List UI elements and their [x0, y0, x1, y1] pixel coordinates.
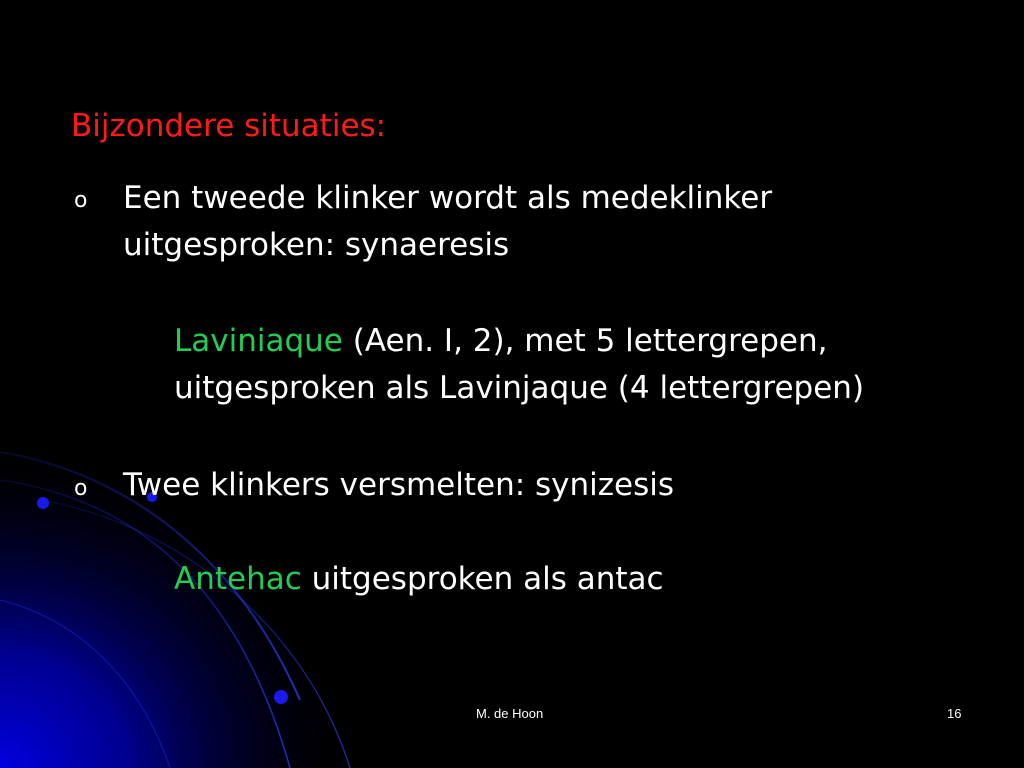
example-line: uitgesproken als Lavinjaque (4 lettergrepen) — [174, 370, 865, 406]
footer-author: M. de Hoon — [476, 706, 544, 721]
bullet-marker: o — [74, 188, 88, 213]
example-line — [174, 318, 828, 365]
example-term: Antehac — [174, 561, 302, 597]
example-rest: uitgesproken als antac — [301, 561, 664, 597]
page-number: 16 — [947, 706, 962, 721]
example-term: Laviniaque — [174, 323, 343, 359]
decoration-dot — [274, 690, 288, 704]
example-line — [174, 556, 664, 603]
slide-title: Bijzondere situaties: — [71, 108, 387, 144]
bullet-marker: o — [74, 476, 88, 501]
example-rest: (Aen. I, 2), met 5 lettergrepen, — [342, 323, 828, 359]
bullet-line: Een tweede klinker wordt als medeklinker — [123, 180, 773, 216]
decoration-dot — [37, 497, 49, 509]
bullet-line: uitgesproken: synaeresis — [123, 227, 510, 263]
bullet-line: Twee klinkers versmelten: synizesis — [123, 467, 675, 503]
